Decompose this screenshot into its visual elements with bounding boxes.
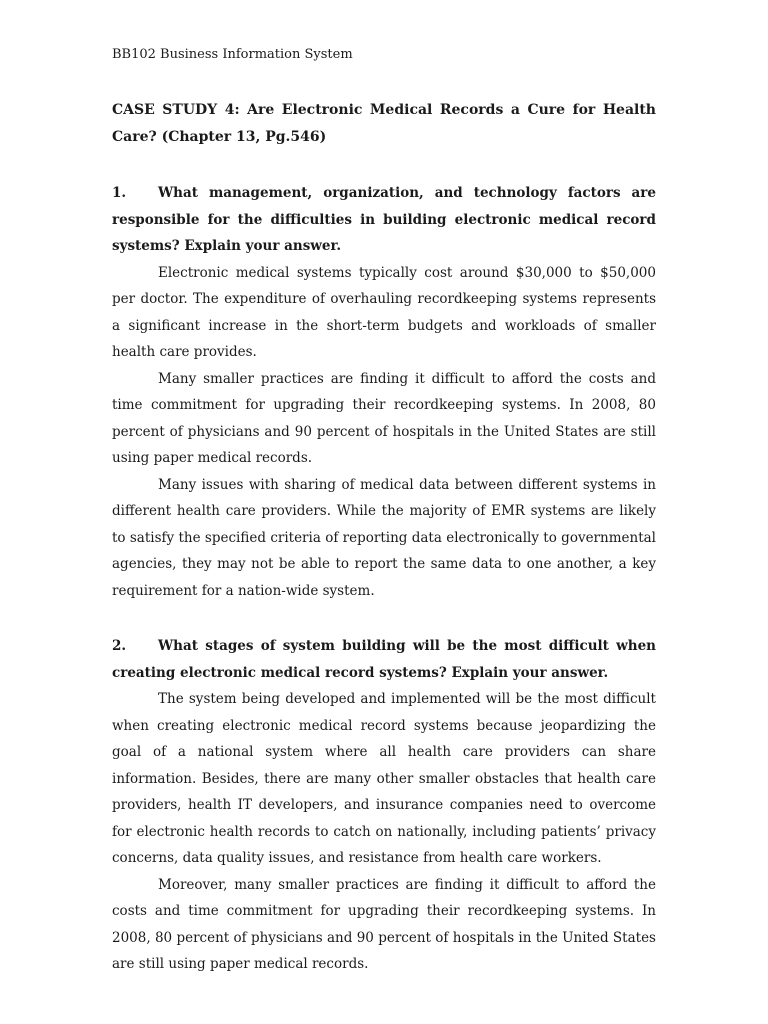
question-heading xyxy=(112,633,656,686)
question-heading xyxy=(112,180,656,260)
question-number: 1. xyxy=(112,185,127,201)
answer-paragraph: Moreover, many smaller practices are finding it difficult to afford the costs and time commitment for upgrading their recordkeeping systems. In 2008, 80 percent of physicians and 90 percent of hospitals in the United States are still using paper medical records. xyxy=(112,876,656,972)
answer-paragraph: The system being developed and implemented will be the most difficult when creating electronic medical record systems because jeopardizing the goal of a national system where all health care providers can share information. Besides, there are many other smaller obstacles that health care providers, health IT developers, and insurance companies need to overcome for electronic health records to catch on nationally, including patients’ privacy concerns, data quality issues, and resistance from health care workers. xyxy=(112,691,656,866)
answer-paragraph: Many smaller practices are finding it difficult to afford the costs and time commitment for upgrading their recordkeeping systems. In 2008, 80 percent of physicians and 90 percent of hospitals in the United States are still using paper medical records. xyxy=(112,370,656,466)
case-study-title: CASE STUDY 4: Are Electronic Medical Records a Cure for Health Care? (Chapter 13, Pg.546) xyxy=(112,102,656,145)
question-1 xyxy=(112,180,656,604)
question-2 xyxy=(112,633,656,978)
question-text: What management, organization, and technology factors are responsible for the difficulties in building electronic medical record systems? Explain your answer. xyxy=(112,185,656,254)
answer-paragraph: Electronic medical systems typically cost around $30,000 to $50,000 per doctor. The expenditure of overhauling recordkeeping systems represents a significant increase in the short-term budgets and workloads of smaller health care provides. xyxy=(112,264,656,360)
question-number: 2. xyxy=(112,638,127,654)
answer-paragraph: Many issues with sharing of medical data between different systems in different health care providers. While the majority of EMR systems are likely to satisfy the specified criteria of reporting data electronically to governmental agencies, they may not be able to report the same data to one another, a key requirement for a nation-wide system. xyxy=(112,476,656,599)
page-header: BB102 Business Information System xyxy=(112,47,353,62)
question-text: What stages of system building will be the most difficult when creating electronic medical record systems? Explain your answer. xyxy=(112,638,656,681)
